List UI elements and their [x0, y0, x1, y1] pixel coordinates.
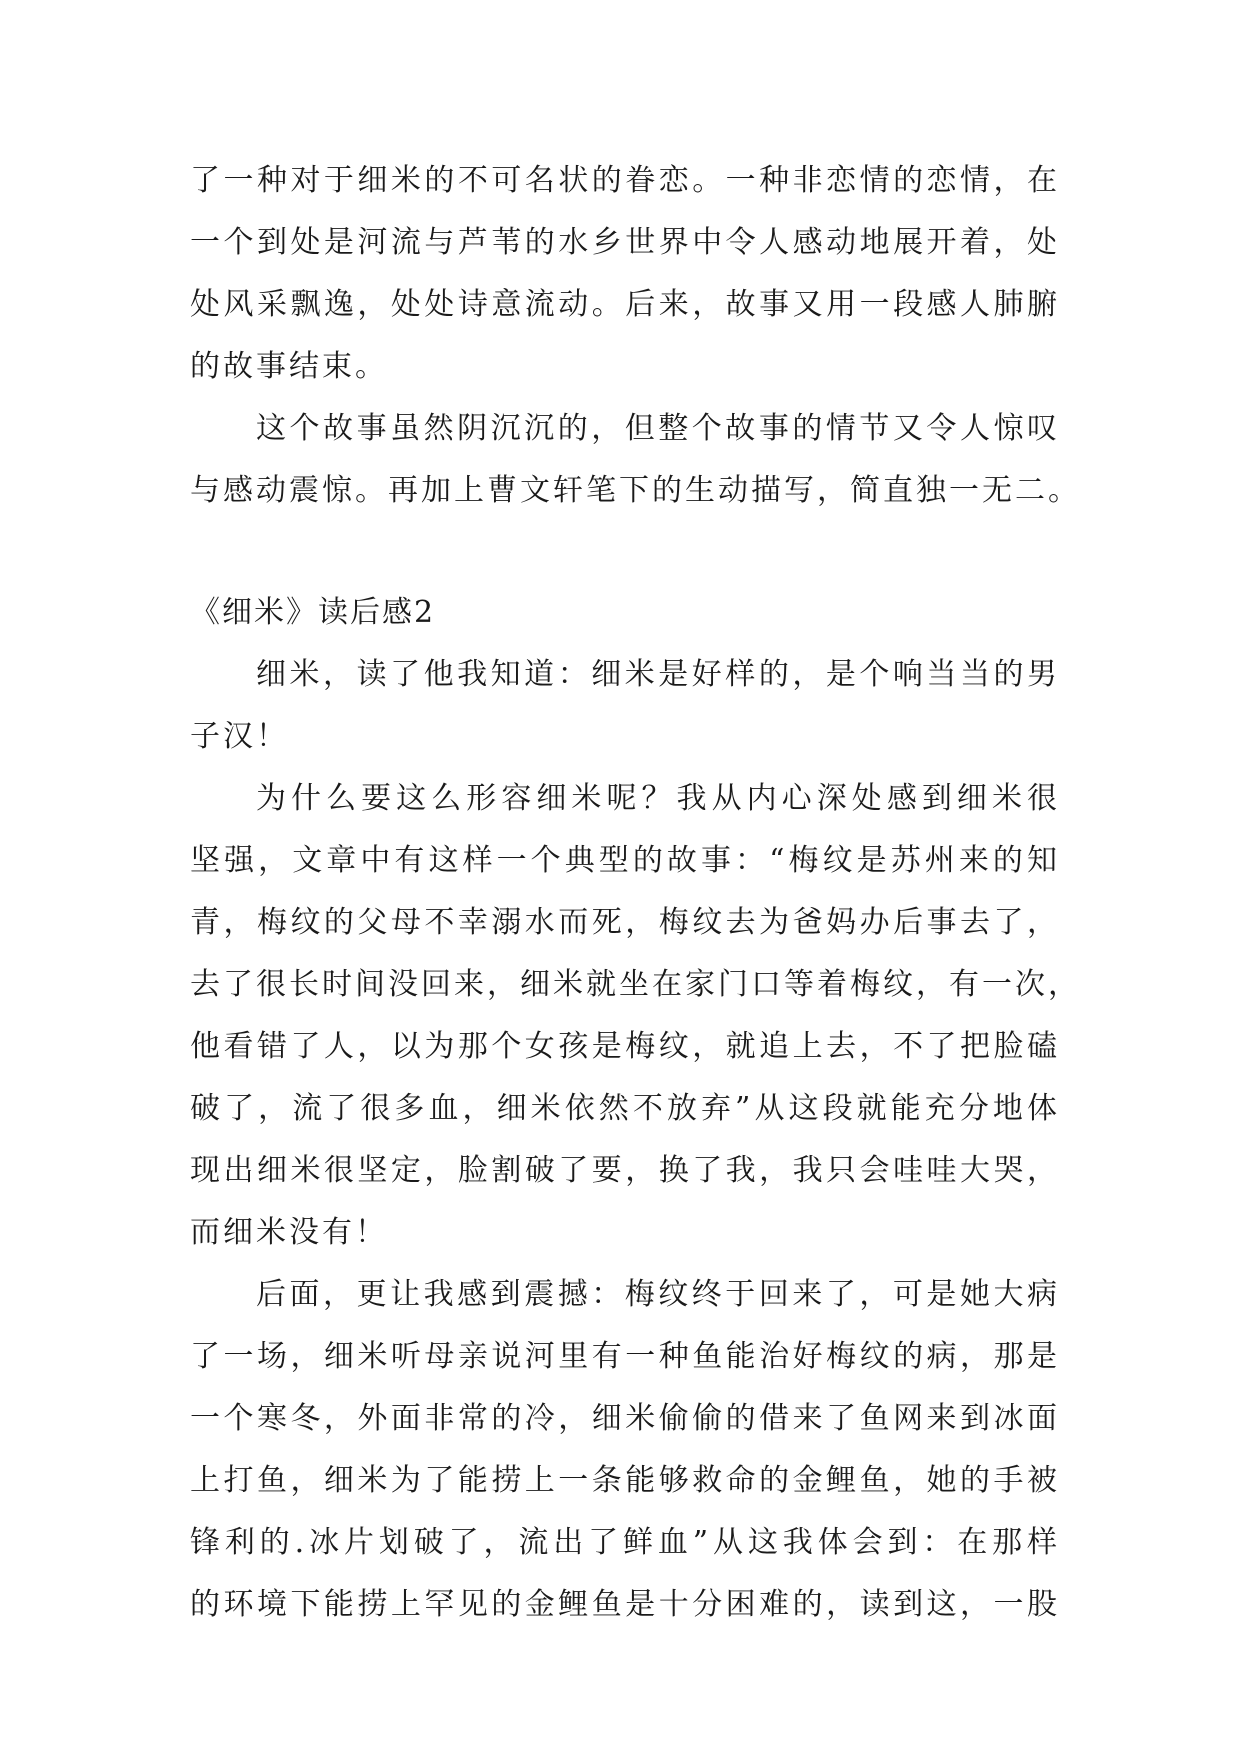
paragraph [190, 644, 1060, 768]
text-line: 青，梅纹的父母不幸溺水而死，梅纹去为爸妈办后事去了， [190, 905, 1060, 940]
text-line: 后面，更让我感到震撼：梅纹终于回来了，可是她大病 [256, 1277, 1060, 1312]
text-line: 处风采飘逸，处处诗意流动。后来，故事又用一段感人肺腑 [190, 287, 1060, 322]
section-title: 《细米》读后感2 [190, 595, 436, 630]
text-line: 他看错了人，以为那个女孩是梅纹，就追上去，不了把脸磕 [190, 1029, 1060, 1064]
text-line: 一个寒冬，外面非常的冷，细米偷偷的借来了鱼网来到冰面 [190, 1401, 1060, 1436]
text-line: 的故事结束。 [190, 349, 388, 384]
text-line: 了一场，细米听母亲说河里有一种鱼能治好梅纹的病，那是 [190, 1339, 1060, 1374]
text-line: 上打鱼，细米为了能捞上一条能够救命的金鲤鱼，她的手被 [190, 1463, 1060, 1498]
text-line: 坚强，文章中有这样一个典型的故事：“梅纹是苏州来的知 [190, 843, 1060, 878]
text-line: 了一种对于细米的不可名状的眷恋。一种非恋情的恋情，在 [190, 163, 1060, 198]
document-page [190, 150, 1081, 1636]
paragraph [190, 150, 1060, 398]
text-line: 一个到处是河流与芦苇的水乡世界中令人感动地展开着，处 [190, 225, 1060, 260]
text-line: 破了，流了很多血，细米依然不放弃”从这段就能充分地体 [190, 1091, 1060, 1126]
text-line: 的环境下能捞上罕见的金鲤鱼是十分困难的，读到这，一股 [190, 1587, 1060, 1622]
text-line: 为什么要这么形容细米呢？我从内心深处感到细米很 [256, 781, 1060, 816]
text-line: 这个故事虽然阴沉沉的，但整个故事的情节又令人惊叹 [256, 411, 1060, 446]
paragraph [190, 768, 1081, 1264]
text-line: 子汉！ [190, 719, 289, 754]
paragraph [190, 1264, 1060, 1636]
text-line: 去了很长时间没回来，细米就坐在家门口等着梅纹，有一次， [190, 967, 1081, 1002]
section-gap [190, 522, 1060, 582]
text-line: 锋利的.冰片划破了，流出了鲜血”从这我体会到：在那样 [190, 1525, 1060, 1560]
paragraph [190, 398, 1081, 522]
text-line: 而细米没有！ [190, 1215, 388, 1250]
text-line: 现出细米很坚定，脸割破了要，换了我，我只会哇哇大哭， [190, 1153, 1060, 1188]
text-line: 细米，读了他我知道：细米是好样的，是个响当当的男 [256, 657, 1060, 692]
text-line: 与感动震惊。再加上曹文轩笔下的生动描写，简直独一无二。 [190, 473, 1081, 508]
